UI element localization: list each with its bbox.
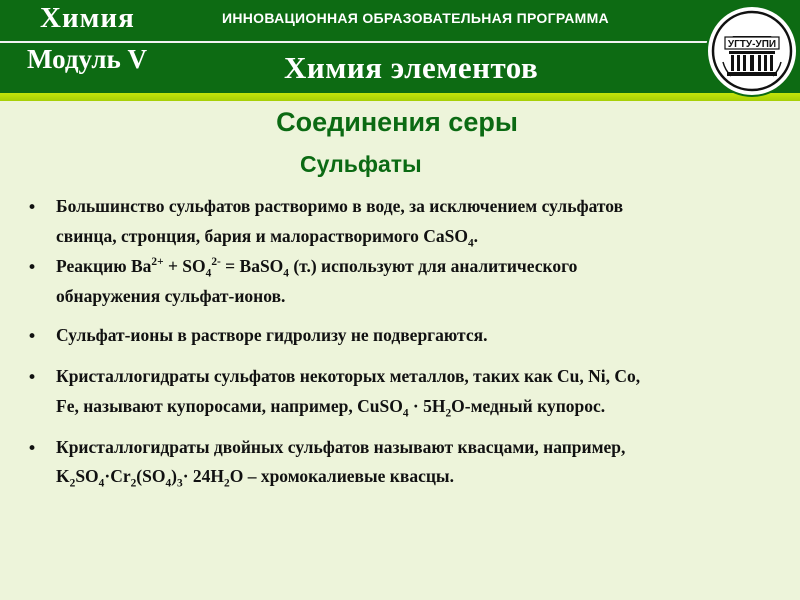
logo-text: УГТУ-УПИ [727, 39, 777, 50]
subject-title: Химия [40, 2, 135, 34]
bullet-line: Кристаллогидраты двойных сульфатов называют квасцами, например, [56, 437, 626, 457]
program-label: ИННОВАЦИОННАЯ ОБРАЗОВАТЕЛЬНАЯ ПРОГРАММА [222, 10, 609, 26]
bullet-line: обнаружения сульфат-ионов. [56, 286, 286, 306]
bullet-marker: • [27, 327, 38, 347]
bullet-marker: • [27, 439, 38, 459]
slide-title: Соединения серы [276, 107, 518, 137]
bullet-line: $K_2SO_4\cdot Cr_2(SO_4)_3\cdot 24H_2O$ – хромокалиевые квасцы. [56, 466, 454, 490]
topic-title: Химия элементов [284, 50, 539, 85]
bullet-line: Реакцию $Ba^{2+} + SO_4^{2-}$ = BaSO$_4$ (т.) используют для аналитического [56, 256, 578, 280]
bullet-line: Сульфат-ионы в растворе гидролизу не подвергаются. [56, 325, 488, 345]
slide-subtitle: Сульфаты [300, 151, 422, 177]
bullet-marker: • [27, 198, 38, 218]
bullet-marker: • [27, 368, 38, 388]
bullet-marker: • [27, 258, 38, 278]
bullet-line: Большинство сульфатов растворимо в воде, за исключением сульфатов [56, 196, 624, 216]
bullet-line: свинца, стронция, бария и малорастворимого CaSO$_4$. [56, 226, 478, 250]
bullet-line: Кристаллогидраты сульфатов некоторых металлов, таких как Cu, Ni, Co, [56, 366, 641, 386]
module-label: Модуль V [27, 44, 148, 74]
bullet-line: Fe, называют купоросами, например, CuSO$_4$ · $5H_2O$-медный купорос. [56, 396, 606, 420]
